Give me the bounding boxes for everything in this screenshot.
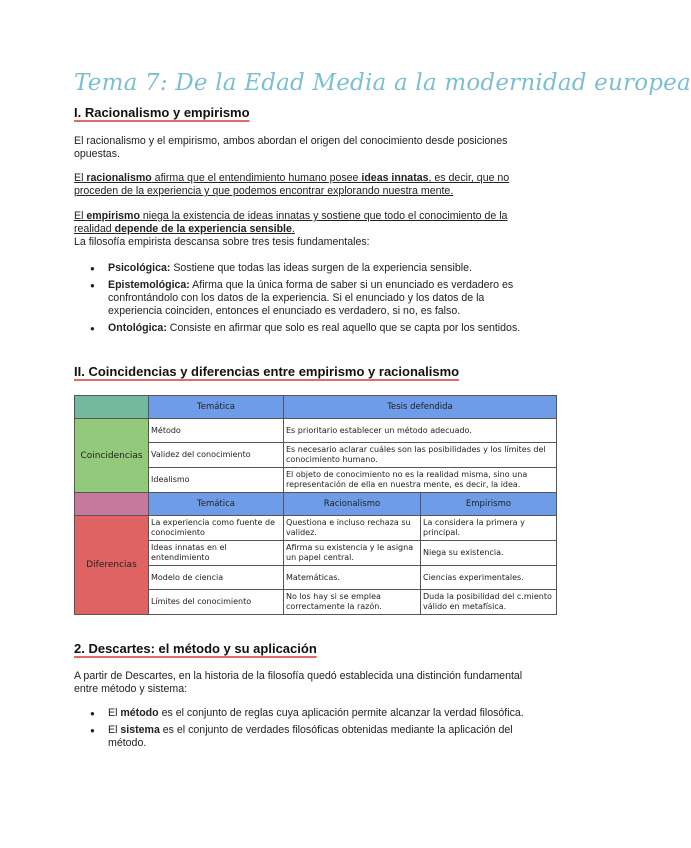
table-header-row: [75, 493, 557, 516]
descartes-intro: A partir de Descartes, en la historia de la filosofía quedó establecida una distinción fundamental entre método y sistema:: [74, 670, 523, 695]
table-cell: Duda la posibilidad del c.miento válido en metafísica.: [421, 590, 557, 615]
list-item: ● Psicológica: Sostiene que todas las ideas surgen de la experiencia sensible.: [90, 262, 530, 275]
diferencias-label: Diferencias: [75, 516, 149, 615]
table-cell: La considera la primera y principal.: [421, 516, 557, 541]
table-cell: Questiona e incluso rechaza su validez.: [284, 516, 421, 541]
table-cell: Validez del conocimiento: [149, 443, 284, 468]
header-tesis: Tesis defendida: [284, 396, 557, 419]
tesis-list: [90, 262, 530, 339]
list-item: ● El método es el conjunto de reglas cuya aplicación permite alcanzar la verdad filosófica.: [90, 707, 530, 720]
table-cell: La experiencia como fuente de conocimiento: [149, 516, 284, 541]
table-cell: Idealismo: [149, 468, 284, 493]
table-cell: Método: [149, 419, 284, 443]
list-item: ● Ontológica: Consiste en afirmar que solo es real aquello que se capta por los sentidos.: [90, 322, 530, 335]
empirismo-paragraph: El empirismo niega la existencia de ideas innatas y sostiene que todo el conocimiento de la realidad depende de la experiencia sensible. La filosofía empirista descansa sobre tres tesis fundamentales:: [74, 210, 508, 248]
header-empirismo: Empirismo: [421, 493, 557, 516]
table-cell: No los hay si se emplea correctamente la razón.: [284, 590, 421, 615]
table-cell: Niega su existencia.: [421, 541, 557, 566]
tesis-intro: La filosofía empirista descansa sobre tres tesis fundamentales:: [74, 236, 370, 248]
table-cell: Matemáticas.: [284, 566, 421, 590]
header-tematica: Temática: [149, 493, 284, 516]
corner-cell: [75, 493, 149, 516]
header-racionalismo: Racionalismo: [284, 493, 421, 516]
header-tematica: Temática: [149, 396, 284, 419]
table-cell: Afirma su existencia y le asigna un papel central.: [284, 541, 421, 566]
table-cell: Modelo de ciencia: [149, 566, 284, 590]
table-row: [75, 516, 557, 541]
table-cell: Ideas innatas en el entendimiento: [149, 541, 284, 566]
comparison-table: [74, 395, 557, 615]
table-cell: Ciencias experimentales.: [421, 566, 557, 590]
racionalismo-paragraph: El racionalismo afirma que el entendimiento humano posee ideas innatas, es decir, que no proceden de la experiencia y que podemos encontrar explorando nuestra mente.: [74, 172, 510, 197]
section-heading-descartes: 2. Descartes: el método y su aplicación: [74, 641, 317, 656]
table-cell: Límites del conocimiento: [149, 590, 284, 615]
table-cell: Es prioritario establecer un método adecuado.: [284, 419, 557, 443]
page-title: Tema 7: De la Edad Media a la modernidad europea: [74, 70, 691, 96]
intro-paragraph: El racionalismo y el empirismo, ambos abordan el origen del conocimiento desde posiciones opuestas.: [74, 135, 508, 160]
corner-cell: [75, 396, 149, 419]
table-row: [75, 419, 557, 443]
section-heading-racionalismo: I. Racionalismo y empirismo: [74, 105, 250, 120]
list-item: ● Epistemológica: Afirma que la única forma de saber si un enunciado es verdadero es confrontándolo con los datos de la experiencia. Si el enunciado y los datos de la experiencia coinciden, entonces el enunciado es verdadero, si no, es falso.: [90, 279, 530, 318]
descartes-list: [90, 707, 530, 754]
list-item: ● El sistema es el conjunto de verdades filosóficas obtenidas mediante la aplicación del método.: [90, 724, 530, 750]
table-cell: Es necesario aclarar cuáles son las posibilidades y los límites del conocimiento humano.: [284, 443, 557, 468]
section-heading-coincidencias: II. Coincidencias y diferencias entre empirismo y racionalismo: [74, 364, 460, 379]
table-header-row: [75, 396, 557, 419]
table-cell: El objeto de conocimiento no es la realidad misma, sino una representación de ella en nuestra mente, es decir, la idea.: [284, 468, 557, 493]
coincidencias-label: Coincidencias: [75, 419, 149, 493]
